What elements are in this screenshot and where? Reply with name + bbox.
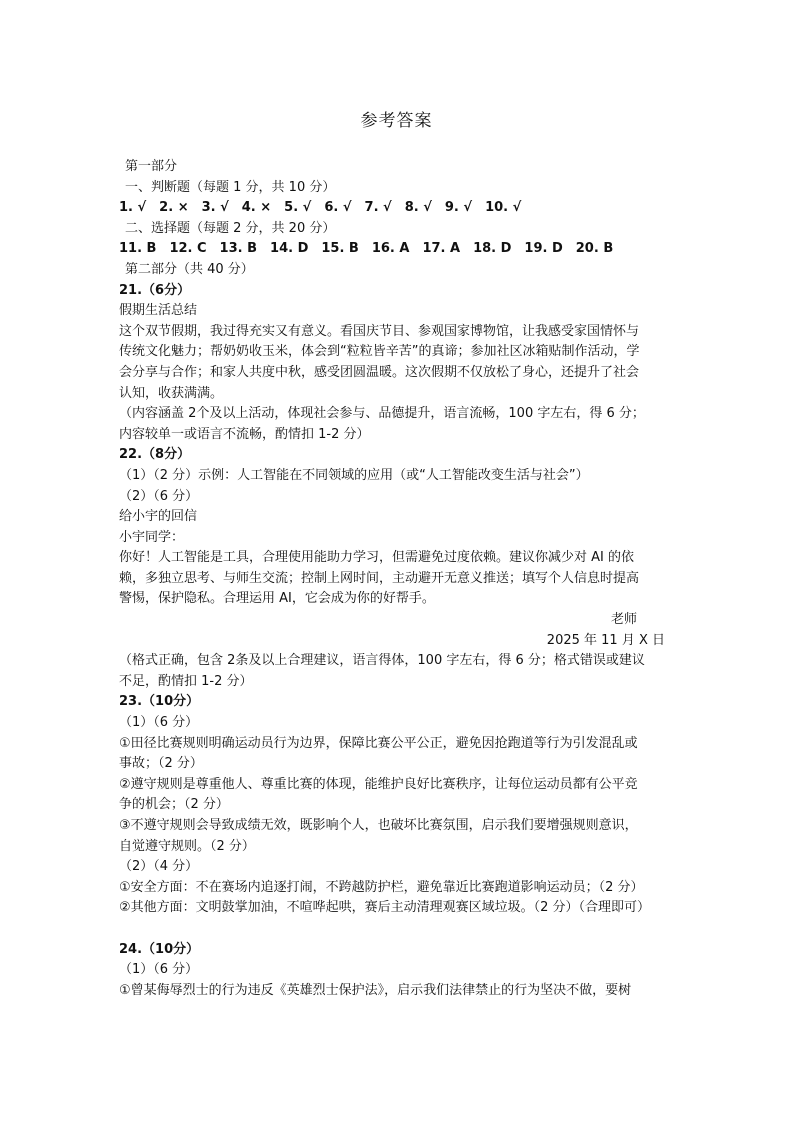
question-type-heading: 一、判断题（每题 1 分，共 10 分） [125, 179, 336, 195]
answer-line: ②其他方面：文明鼓掌加油，不喧哗起哄，赛后主动清理观赛区域垃圾。（2 分）（合理即可） [119, 900, 651, 916]
answer-line: ①曾某侮辱烈士的行为违反《英雄烈士保护法》，启示我们法律禁止的行为坚决不做，要树 [119, 982, 632, 998]
answer-line: ①安全方面：不在赛场内追逐打闹，不跨越防护栏，避免靠近比赛跑道影响运动员；（2 分） [119, 879, 644, 895]
answer-line: 传统文化魅力；帮奶奶收玉米，体会到“粒粒皆辛苦”的真谛；参加社区冰箱贴制作活动，学 [119, 344, 640, 360]
judgment-answers: 1. √ 2. × 3. √ 4. × 5. √ 6. √ 7. √ 8. √ 9. √ 10. √ [119, 200, 522, 216]
section-heading: 第一部分 [125, 159, 178, 174]
question-number: 22.（8分） [119, 447, 191, 463]
answer-line: ③不遵守规则会导致成绩无效，既影响个人，也破坏比赛氛围，启示我们要增强规则意识， [119, 818, 638, 833]
question-number: 24.（10分） [119, 941, 200, 957]
letter-signature: 老师 [610, 612, 637, 628]
answer-line: 这个双节假期，我过得充实又有意义。看国庆节目、参观国家博物馆，让我感受家国情怀与 [119, 323, 640, 339]
answer-line: 自觉遵守规则。（2 分） [119, 838, 255, 854]
blank-line [119, 919, 689, 940]
answer-line: ②遵守规则是尊重他人、尊重比赛的体现，能维护良好比赛秩序，让每位运动员都有公平竞 [119, 776, 638, 792]
scoring-note: 不足，酌情扣 1-2 分） [119, 673, 253, 689]
question-number: 23.（10分） [119, 694, 200, 710]
scoring-note: （内容涵盖 2个及以上活动，体现社会参与、品德提升，语言流畅，100 字左右，得 6 分； [119, 406, 645, 422]
page-title: 参考答案 [360, 111, 433, 131]
choice-answers: 11. B 12. C 13. B 14. D 15. B 16. A 17. A 18. D 19. D 20. B [119, 241, 614, 257]
letter-title: 给小宇的回信 [119, 509, 198, 525]
answer-line: （1）（6 分） [119, 715, 199, 731]
answer-line: 认知，收获满满。 [119, 385, 224, 401]
letter-body: 你好！人工智能是工具，合理使用能助力学习，但需避免过度依赖。建议你减少对 AI 的依 [119, 550, 634, 566]
answer-line: （1）（2 分）示例：人工智能在不同领域的应用（或“人工智能改变生活与社会”） [119, 467, 589, 483]
question-number: 21.（6分） [119, 282, 191, 298]
letter-salutation: 小宇同学： [119, 529, 185, 545]
answer-body [119, 157, 689, 1001]
answer-line: （2）（6 分） [119, 488, 199, 504]
answer-line: ①田径比赛规则明确运动员行为边界，保障比赛公平公正，避免因抢跑道等行为引发混乱或 [119, 735, 638, 751]
section-heading: 第二部分（共 40 分） [125, 261, 254, 277]
answer-line: 争的机会；（2 分） [119, 797, 229, 813]
answer-line: （1）（6 分） [119, 962, 199, 978]
question-type-heading: 二、选择题（每题 2 分，共 20 分） [125, 220, 336, 236]
letter-date: 2025 年 11 月 X 日 [546, 632, 665, 648]
answer-line: 假期生活总结 [119, 303, 198, 319]
scoring-note: （格式正确，包含 2条及以上合理建议，语言得体，100 字左右，得 6 分；格式错误或建议 [119, 653, 645, 669]
letter-body: 警惕，保护隐私。合理运用 AI，它会成为你的好帮手。 [119, 591, 435, 607]
answer-line: 事故；（2 分） [119, 756, 203, 772]
answer-line: （2）（4 分） [119, 859, 199, 875]
letter-body: 赖，多独立思考、与师生交流；控制上网时间，主动避开无意义推送；填写个人信息时提高 [119, 570, 640, 586]
scoring-note: 内容较单一或语言不流畅，酌情扣 1-2 分） [119, 426, 370, 442]
answer-line: 会分享与合作；和家人共度中秋，感受团圆温暖。这次假期不仅放松了身心，还提升了社会 [119, 364, 640, 380]
